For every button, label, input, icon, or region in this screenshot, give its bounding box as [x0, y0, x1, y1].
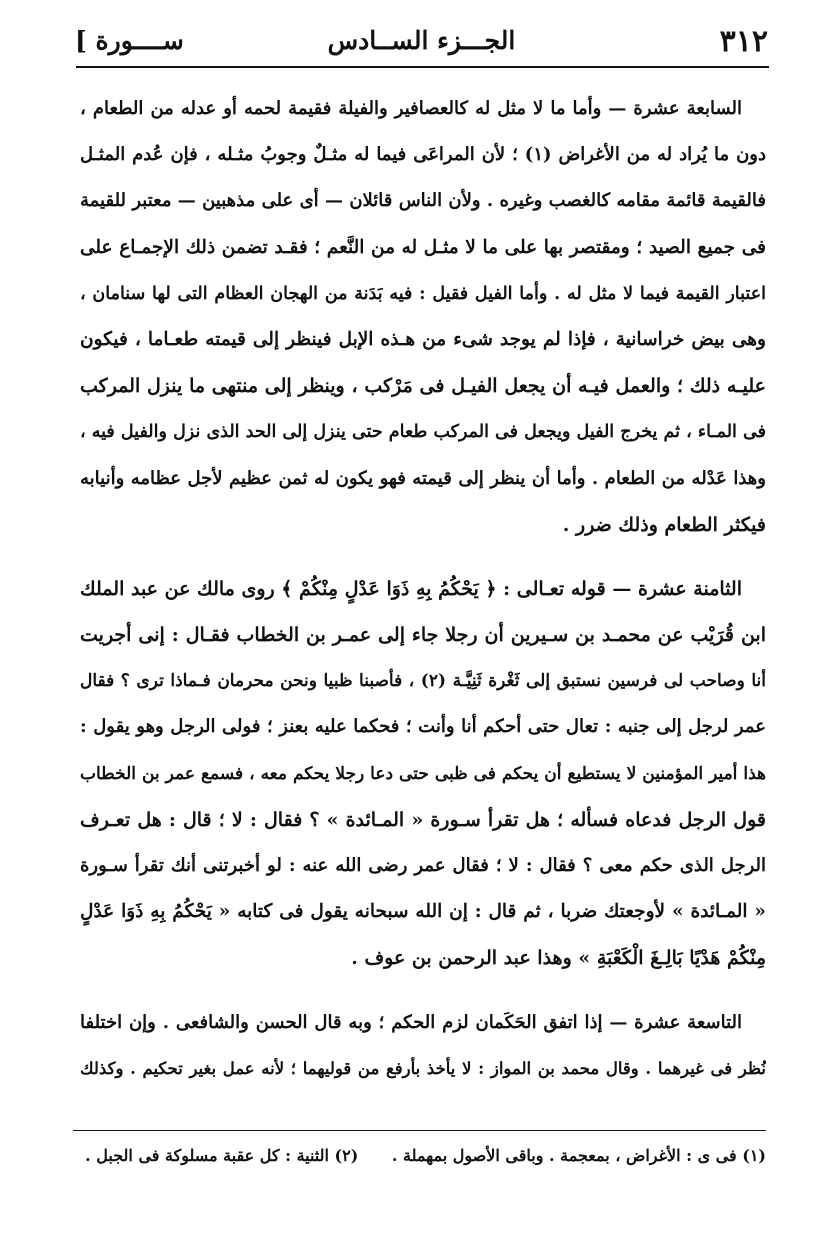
text-line: السابعة عشرة — وأما ما لا مثل له كالعصافير والفيلة فقيمة لحمه أو عدله من الطعام ،	[80, 98, 742, 119]
text-line: نُظر فى غيرهما . وقال محمد بن المواز : لا يأخذ بأرفع من قوليهما ؛ لأنه عمل بغير تحكيم . وكذلك	[80, 1058, 766, 1078]
text-line: وهذا عَدْله من الطعام . وأما أن ينظر إلى قيمته فهو يكون له ثمن عظيم لأجل عظامه وأنيابه	[80, 467, 766, 489]
text-line: دون ما يُراد له من الأغراض (١) ؛ لأن المراعَى فيما له مثـلٌ وجوبُ مثـله ، فإن عُدم المثـل	[80, 144, 766, 166]
text-line: مِنْكُمْ هَدْيًا بَالِـغَ الْكَعْبَةِ » وهذا عبد الرحمن بن عوف .	[351, 947, 766, 970]
footnote-1: (١) فى ى : الأغراض ، بمعجمة . وباقى الأصول بمهملة .	[391, 1146, 766, 1165]
section-label: ســــورة ]	[75, 26, 184, 55]
text-line: هذا أمير المؤمنين لا يستطيع أن يحكم فى ظبى حتى دعا رجلا يحكم معه ، فسمع عمر بن الخطاب	[80, 763, 766, 784]
text-line: فالقيمة قائمة مقامه كالغصب وغيره . ولأن الناس قائلان — أى على مذهبين — معتبر للقيمة	[80, 190, 766, 212]
text-line: فى جميع الصيد ؛ ومقتصر بها على ما لا مثـل له من النَّعم ؛ فقـد تضمن ذلك الإجمـاع على	[80, 236, 766, 258]
text-line: اعتبار القيمة فيما لا مثل له . وأما الفيل فقيل : فيه بَدَنة من الهجان العظام التى لها سنامان ،	[80, 283, 766, 304]
running-title: الجـــزء الســادس	[327, 26, 516, 55]
text-line: وهى بيض خراسانية ، فإذا لم يوجد شىء من هـذه الإبل فينظر إلى قيمته طعـاما ، فيكون	[80, 328, 766, 350]
text-line: فى المـاء ، ثم يخرج الفيل ويجعل فى المركب طعام حتى ينزل إلى الحد الذى نزل والفيل فيه ،	[80, 422, 766, 443]
text-line: أنا وصاحب لى فرسين نستبق إلى ثَغْرة ثَنِيَّـة (٢) ، فأصبنا ظبيا ونحن محرمان فـماذا ترى ؟ فقال	[80, 671, 766, 692]
page-header	[75, 14, 768, 66]
footnote-divider	[73, 1130, 766, 1131]
body-text	[80, 86, 766, 1092]
text-line: الثامنة عشرة — قوله تعـالى : ﴿ يَحْكُمُ بِهِ ذَوَا عَدْلٍ مِنْكُمْ ﴾ روى مالك عن عبد الملك	[80, 577, 742, 600]
text-line: فيكثر الطعام وذلك ضرر .	[562, 513, 766, 536]
paragraph-nineteenth	[80, 1000, 766, 1092]
text-line: عمر لرجل إلى جنبه : تعال حتى أحكم أنا وأنت ؛ فحكما عليه بعنز ؛ فولى الرجل وهو يقول :	[80, 716, 766, 738]
text-line: الرجل الذى حكم معى ؟ فقال : لا ؛ فقال عمر رضى الله عنه : لو أخبرتنى أنك تقرأ سـورة	[80, 855, 766, 876]
text-line: قول الرجل فدعاه فسأله ؛ هل تقرأ سـورة « المـائدة » ؟ فقال : لا ؛ قال : هل تعـرف	[80, 808, 766, 831]
paragraph-eighteenth	[80, 566, 766, 982]
text-line: عليـه ذلك ؛ والعمل فيـه أن يجعل الفيـل فى مَرْكب ، وينظر إلى منتهى ما ينزل المركب	[80, 375, 766, 398]
paragraph-gap	[80, 982, 766, 1000]
header-divider	[76, 66, 769, 68]
text-line: « المـائدة » لأوجعتك ضربا ، ثم قال : إن الله سبحانه يقول فى كتابه « يَحْكُمُ بِهِ ذَوَا عَدْلٍ	[80, 901, 766, 923]
text-line: ابن قُرَيْب عن محمـد بن سـيرين أن رجلا جاء إلى عمـر بن الخطاب فقـال : إنى أجريت	[80, 624, 766, 647]
paragraph-gap	[80, 548, 766, 566]
text-line: التاسعة عشرة — إذا اتفق الحَكَمان لزم الحكم ؛ وبه قال الحسن والشافعى . وإن اختلفا	[80, 1011, 742, 1033]
footnotes	[73, 1146, 766, 1165]
page-number: ٣١٢	[719, 24, 768, 59]
footnote-2: (٢) الثنية : كل عقبة مسلوكة فى الجبل .	[85, 1146, 359, 1165]
paragraph-seventeenth	[80, 86, 766, 548]
